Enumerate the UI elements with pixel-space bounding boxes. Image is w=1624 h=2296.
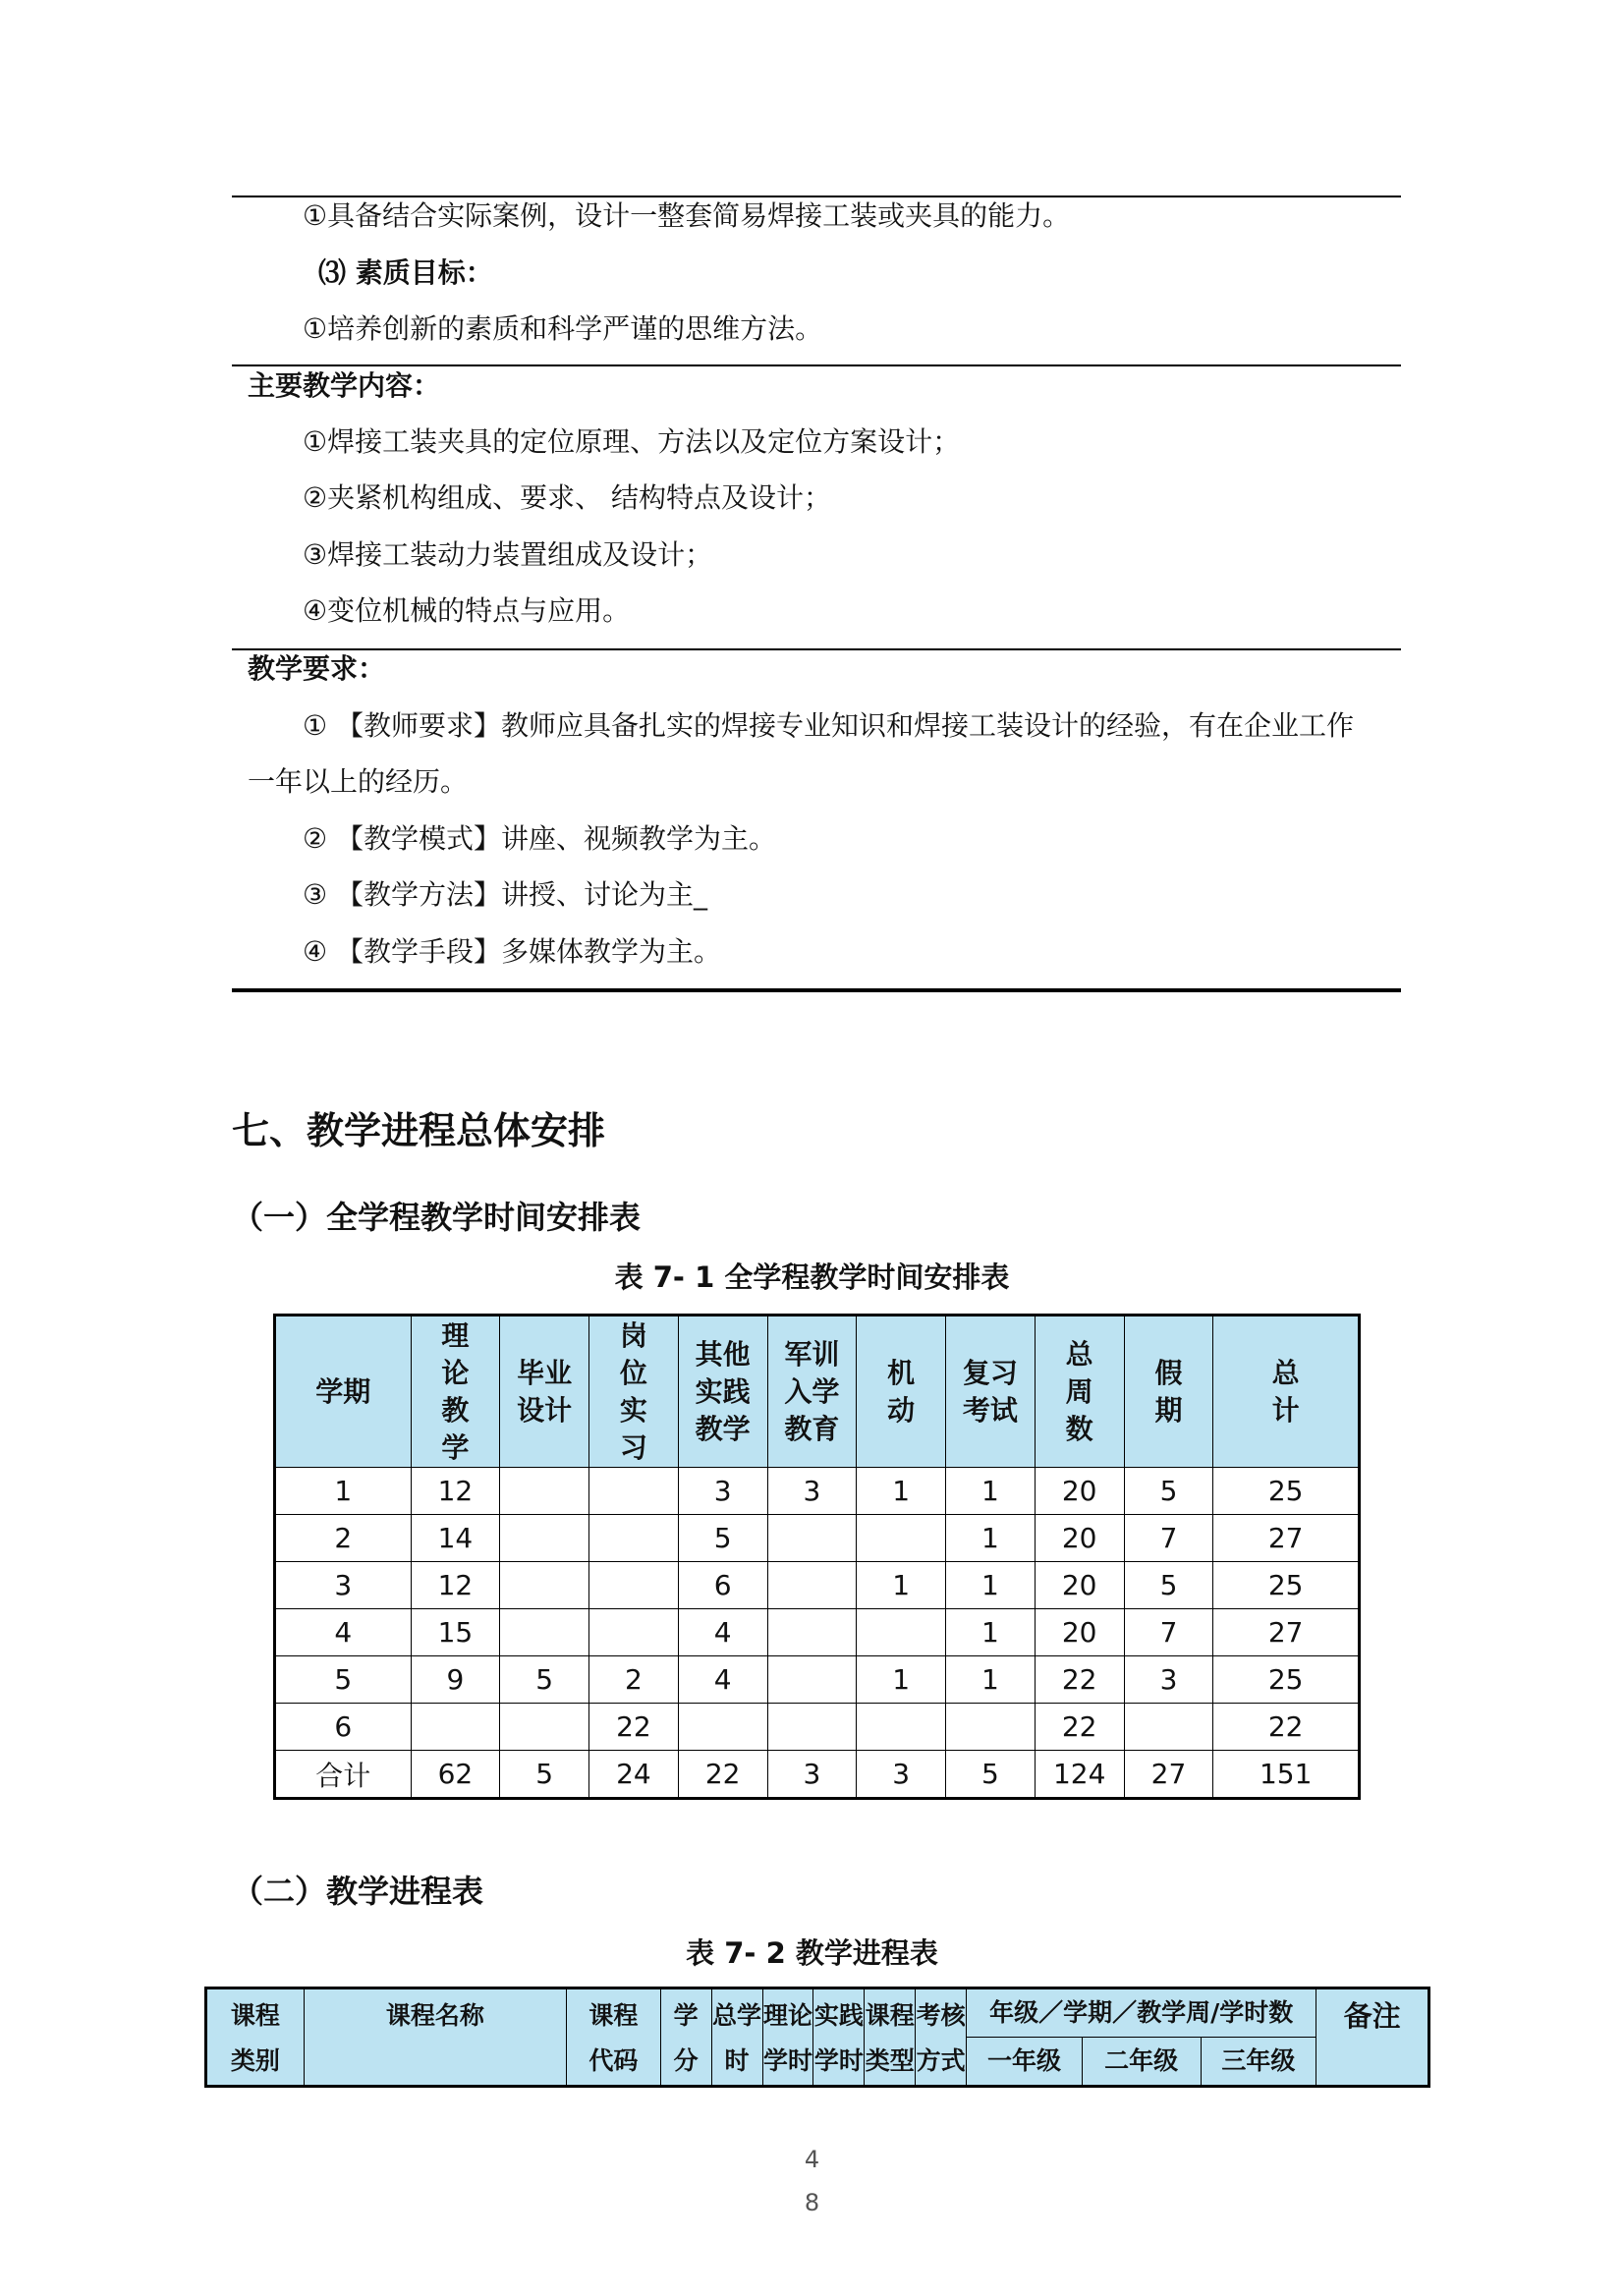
table1-cell: 27	[1124, 1751, 1213, 1799]
table1-cell	[678, 1704, 767, 1751]
table1-cell: 3	[1124, 1656, 1213, 1704]
table1-cell: 27	[1213, 1609, 1360, 1656]
table1-cell: 22	[1035, 1704, 1124, 1751]
table1-cell: 20	[1035, 1562, 1124, 1609]
table1-cell: 2	[589, 1656, 679, 1704]
table1-cell	[589, 1562, 679, 1609]
table1-cell: 20	[1035, 1609, 1124, 1656]
table1-cell: 22	[678, 1751, 767, 1799]
table1-cell: 1	[946, 1468, 1036, 1515]
table1-cell: 6	[275, 1704, 412, 1751]
grade-3-header: 三年级	[1201, 2038, 1316, 2087]
table1-cell: 1	[857, 1562, 946, 1609]
table1-cell	[767, 1704, 857, 1751]
teaching-time-table	[273, 1314, 1361, 1800]
remarks-header: 备注	[1316, 1988, 1429, 2087]
table1-cell: 1	[946, 1656, 1036, 1704]
page-number-line-2: 8	[804, 2189, 820, 2216]
rule-requirements	[232, 648, 1401, 650]
table1-row	[275, 1515, 1360, 1562]
table1-cell: 20	[1035, 1468, 1124, 1515]
table1-cell	[589, 1468, 679, 1515]
table1-cell: 27	[1213, 1515, 1360, 1562]
table1-cell	[857, 1515, 946, 1562]
table1-cell: 62	[411, 1751, 500, 1799]
table1-header-cell: 理 论 教 学	[411, 1316, 500, 1468]
table1-header-cell: 学期	[275, 1316, 412, 1468]
table1-cell: 1	[946, 1562, 1036, 1609]
quality-heading: ⑶ 素质目标：	[318, 256, 493, 289]
table1-cell: 22	[589, 1704, 679, 1751]
table1-cell: 20	[1035, 1515, 1124, 1562]
table1-cell: 124	[1035, 1751, 1124, 1799]
requirement-item-3: ③ 【教学方法】讲授、讨论为主_	[303, 878, 708, 911]
table1-cell: 14	[411, 1515, 500, 1562]
subsection-title-2: （二）教学进程表	[232, 1873, 484, 1910]
table1-cell	[589, 1609, 679, 1656]
requirement-item-4: ④ 【教学手段】多媒体教学为主。	[303, 935, 722, 968]
ability-item: ①具备结合实际案例，设计一整套简易焊接工装或夹具的能力。	[303, 199, 1071, 232]
table1-cell	[500, 1609, 589, 1656]
table1-cell	[500, 1704, 589, 1751]
table1-cell	[500, 1515, 589, 1562]
theory-hours-header: 理论 学时	[762, 1988, 813, 2087]
table1-row	[275, 1468, 1360, 1515]
content-item-3: ③焊接工装动力装置组成及设计；	[303, 538, 713, 571]
table1-header-cell: 机 动	[857, 1316, 946, 1468]
content-item-1: ①焊接工装夹具的定位原理、方法以及定位方案设计；	[303, 425, 961, 458]
table1-caption: 表 7- 1 全学程教学时间安排表	[614, 1260, 1010, 1294]
credit-header: 学 分	[660, 1988, 711, 2087]
table1-cell: 2	[275, 1515, 412, 1562]
rule-bottom	[232, 988, 1401, 992]
table2-caption: 表 7- 2 教学进程表	[686, 1936, 938, 1970]
table1-cell: 1	[857, 1656, 946, 1704]
table1-cell: 5	[946, 1751, 1036, 1799]
table1-cell: 24	[589, 1751, 679, 1799]
section-title: 七、教学进程总体安排	[232, 1109, 606, 1152]
table1-header-cell: 总 计	[1213, 1316, 1360, 1468]
table1-cell: 5	[1124, 1562, 1213, 1609]
table1-cell: 3	[857, 1751, 946, 1799]
course-type-header: 课程 类别	[206, 1988, 305, 2087]
table1-header-row	[275, 1316, 1360, 1468]
table1-header-cell: 其他 实践 教学	[678, 1316, 767, 1468]
page-number-line-1: 4	[804, 2146, 820, 2173]
table1-cell: 4	[678, 1656, 767, 1704]
table1-row	[275, 1609, 1360, 1656]
table1-header-cell: 毕业 设计	[500, 1316, 589, 1468]
table1-cell	[767, 1515, 857, 1562]
table1-cell: 22	[1213, 1704, 1360, 1751]
practice-hours-header: 实践 学时	[813, 1988, 865, 2087]
quality-item: ①培养创新的素质和科学严谨的思维方法。	[303, 312, 823, 345]
content-item-4: ④变位机械的特点与应用。	[303, 594, 631, 627]
teaching-progress-table	[204, 1987, 1430, 2088]
grade-1-header: 一年级	[967, 2038, 1083, 2087]
table1-header-cell: 总 周 数	[1035, 1316, 1124, 1468]
table1-row	[275, 1562, 1360, 1609]
table1-cell: 1	[275, 1468, 412, 1515]
table1-cell: 6	[678, 1562, 767, 1609]
requirement-item-2: ② 【教学模式】讲座、视频教学为主。	[303, 822, 777, 855]
table1-cell: 3	[678, 1468, 767, 1515]
table1-cell: 7	[1124, 1515, 1213, 1562]
table1-cell: 1	[946, 1609, 1036, 1656]
course-kind-header: 课程 类型	[865, 1988, 916, 2087]
table1-cell	[857, 1609, 946, 1656]
table1-header-cell: 军训 入学 教育	[767, 1316, 857, 1468]
requirements-heading: 教学要求：	[248, 652, 386, 685]
table1-cell	[767, 1656, 857, 1704]
subsection-title-1: （一）全学程教学时间安排表	[232, 1199, 642, 1236]
content-heading: 主要教学内容：	[248, 369, 441, 402]
table1-cell	[857, 1704, 946, 1751]
table1-row	[275, 1751, 1360, 1799]
course-name-header: 课程名称	[304, 1988, 566, 2087]
table1-cell: 25	[1213, 1562, 1360, 1609]
table1-cell: 1	[857, 1468, 946, 1515]
table1-header-cell: 复习 考试	[946, 1316, 1036, 1468]
table1-cell: 12	[411, 1468, 500, 1515]
table1-cell: 151	[1213, 1751, 1360, 1799]
table1-cell: 4	[275, 1609, 412, 1656]
table1-cell: 15	[411, 1609, 500, 1656]
total-hours-header: 总学 时	[711, 1988, 762, 2087]
assessment-header: 考核 方式	[916, 1988, 967, 2087]
table1-cell: 3	[275, 1562, 412, 1609]
requirement-item-1b: 一年以上的经历。	[248, 765, 469, 798]
table1-cell: 3	[767, 1468, 857, 1515]
table1-cell	[589, 1515, 679, 1562]
table1-cell: 1	[946, 1515, 1036, 1562]
grade-group-header: 年级／学期／教学周/学时数	[967, 1988, 1316, 2038]
table1-cell	[500, 1468, 589, 1515]
requirement-item-1a: ① 【教师要求】教师应具备扎实的焊接专业知识和焊接工装设计的经验，有在企业工作	[303, 709, 1355, 742]
course-code-header: 课程 代码	[566, 1988, 660, 2087]
table1-cell: 5	[275, 1656, 412, 1704]
table1-cell: 4	[678, 1609, 767, 1656]
table1-cell	[767, 1609, 857, 1656]
table1-cell: 5	[678, 1515, 767, 1562]
table1-cell: 5	[500, 1656, 589, 1704]
table1-cell: 3	[767, 1751, 857, 1799]
table1-cell: 22	[1035, 1656, 1124, 1704]
table1-cell	[1124, 1704, 1213, 1751]
table1-cell	[946, 1704, 1036, 1751]
content-item-2: ②夹紧机构组成、要求、 结构特点及设计；	[303, 481, 832, 514]
table1-cell: 12	[411, 1562, 500, 1609]
table1-cell: 5	[500, 1751, 589, 1799]
table1-cell	[411, 1704, 500, 1751]
table1-header-cell: 岗 位 实 习	[589, 1316, 679, 1468]
table1-cell	[767, 1562, 857, 1609]
table1-cell: 合计	[275, 1751, 412, 1799]
table1-cell: 25	[1213, 1656, 1360, 1704]
table1-header-cell: 假 期	[1124, 1316, 1213, 1468]
table1-cell: 7	[1124, 1609, 1213, 1656]
table1-row	[275, 1704, 1360, 1751]
grade-2-header: 二年级	[1082, 2038, 1201, 2087]
table1-row	[275, 1656, 1360, 1704]
table1-cell	[500, 1562, 589, 1609]
table1-cell: 25	[1213, 1468, 1360, 1515]
table1-cell: 5	[1124, 1468, 1213, 1515]
table1-cell: 9	[411, 1656, 500, 1704]
